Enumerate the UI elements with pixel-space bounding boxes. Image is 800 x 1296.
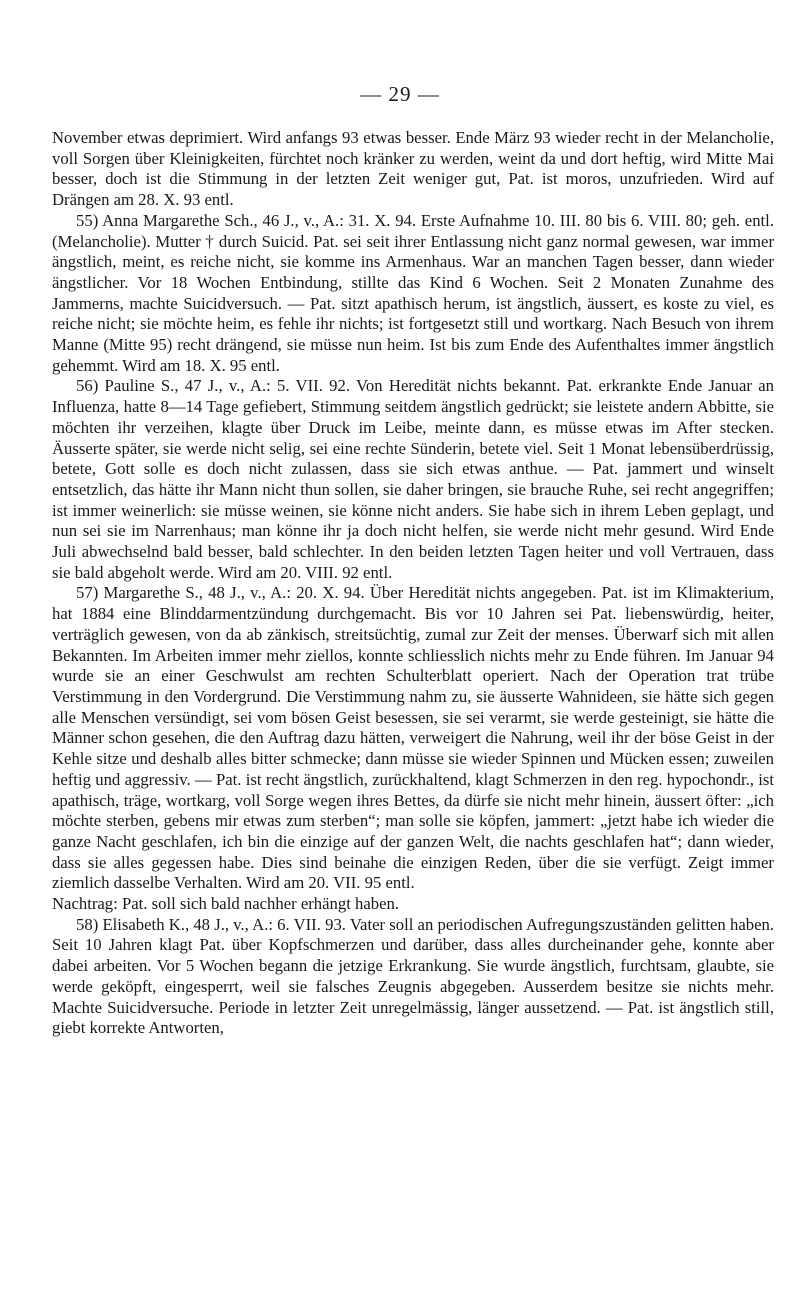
paragraph-continuation: November etwas deprimiert. Wird anfangs 93 etwas besser. Ende März 93 wieder recht in der Melancholie, voll Sorgen über Kleinigkeiten, fürchtet noch kränker zu werden, weint da und dort heftig, wird Mitte Mai besser, doch ist die Stimmung in der letzten Zeit weniger gut, Pat. ist moros, unzufrieden. Wird auf Drängen am 28. X. 93 entl. xyxy=(52,128,774,210)
case-57-paragraph: 57) Margarethe S., 48 J., v., A.: 20. X. 94. Über Heredität nichts angegeben. Pat. ist im Klimakterium, hat 1884 eine Blinddarmentzündung durchgemacht. Bis vor 10 Jahren sei Pat. liebenswürdig, heiter, verträglich gewesen, von da ab zänkisch, streitsüchtig, zumal zur Zeit der menses. Überwarf sich mit allen Bekannten. Im Arbeiten immer mehr ziellos, konnte schliesslich nichts mehr zu Ende führen. Im Januar 94 wurde sie an einer Geschwulst am rechten Schulterblatt operiert. Nach der Operation trat trübe Verstimmung in den Vordergrund. Die Verstimmung nahm zu, sie äusserte Wahnideen, sie hätte sich gegen alle Menschen versündigt, sei vom bösen Geist besessen, sie sei verarmt, sie werde gesteinigt, sie hätte die Männer schon gesehen, die den Auftrag dazu hätten, verweigert die Nahrung, weil ihr der böse Geist in der Kehle sitze und deshalb alles bitter schmecke; dann müsse sie wieder Spinnen und Mücken essen; zuweilen heftig und aggressiv. — Pat. ist recht ängstlich, zurückhaltend, klagt Schmerzen in den reg. hypochondr., ist apathisch, träge, wortkarg, voll Sorge wegen ihres Bettes, da dürfe sie nicht mehr hinein, äussert öfter: „ich möchte sterben, gebens mir etwas zum sterben“; man solle sie köpfen, jammert: „jetzt habe ich wieder die ganze Nacht geschlafen, ich bin die einzige auf der ganzen Welt, die nachts geschlafen hat“; dann wieder, dass sie alles gegessen habe. Dies sind beinahe die einzigen Reden, über die sie verfügt. Zeigt immer ziemlich dasselbe Verhalten. Wird am 20. VII. 95 entl. xyxy=(52,583,774,893)
case-58-paragraph: 58) Elisabeth K., 48 J., v., A.: 6. VII. 93. Vater soll an periodischen Aufregungszuständen gelitten haben. Seit 10 Jahren klagt Pat. über Kopfschmerzen und darüber, dass alles durcheinander gehe, konnte aber dabei arbeiten. Vor 5 Wochen begann die jetzige Erkrankung. Sie wurde ängstlich, furchtsam, glaubte, sie werde geköpft, eingesperrt, weil sie falsches Zeugnis abgegeben. Ausserdem besitze sie nichts mehr. Machte Suicidversuche. Periode in letzter Zeit unregelmässig, länger aussetzend. — Pat. ist ängstlich still, giebt korrekte Antworten, xyxy=(52,914,774,1038)
text-column xyxy=(52,128,774,1039)
case-55-paragraph: 55) Anna Margarethe Sch., 46 J., v., A.: 31. X. 94. Erste Aufnahme 10. III. 80 bis 6. VIII. 80; geh. entl. (Melancholie). Mutter † durch Suicid. Pat. sei seit ihrer Entlassung nicht ganz normal gewesen, war immer ängstlich, meint, es reiche nicht, sie komme ins Armenhaus. War an manchen Tagen besser, dann wieder ängstlicher. Vor 18 Wochen Entbindung, stillte das Kind 6 Wochen. Seit 2 Monaten Zunahme des Jammerns, machte Suicidversuch. — Pat. sitzt apathisch herum, ist ängstlich, äussert, es koste zu viel, es reiche nicht; sie möchte heim, es fehle ihr nichts; ist fortgesetzt still und wortkarg. Nach Besuch von ihrem Manne (Mitte 95) recht drängend, sie müsse nun heim. Ist bis zum Ende des Aufenthaltes immer ängstlich gehemmt. Wird am 18. X. 95 entl. xyxy=(52,210,774,375)
nachtrag-paragraph: Nachtrag: Pat. soll sich bald nachher erhängt haben. xyxy=(52,894,400,914)
case-56-paragraph: 56) Pauline S., 47 J., v., A.: 5. VII. 92. Von Heredität nichts bekannt. Pat. erkrankte Ende Januar an Influenza, hatte 8—14 Tage gefiebert, Stimmung seitdem ängstlich gedrückt; sie leistete andern Abbitte, sie möchten ihr verzeihen, klagte über Druck im Leibe, meinte dann, es müsse etwas im After stecken. Äusserte später, sie werde nicht selig, sei eine rechte Sünderin, betete viel. Seit 1 Monat lebensüberdrüssig, betete, Gott solle es doch nicht zulassen, dass sie sich etwas anthue. — Pat. jammert und winselt entsetzlich, das hätte ihr Mann nicht thun sollen, sie daher bringen, sie brauche Ruhe, sei recht angegriffen; ist immer weinerlich: sie müsse weinen, sie könne nicht anders. Sie habe sich in ihrem Leben geplagt, und nun sei sie im Narrenhaus; man könne ihr ja doch nicht helfen, sie werde nicht mehr gesund. Wird Ende Juli abwechselnd bald besser, bald schlechter. In den beiden letzten Tagen heiter und voll Vertrauen, dass sie bald abgeholt werde. Wird am 20. VIII. 92 entl. xyxy=(52,376,774,582)
page-number: — 29 — xyxy=(360,82,440,106)
